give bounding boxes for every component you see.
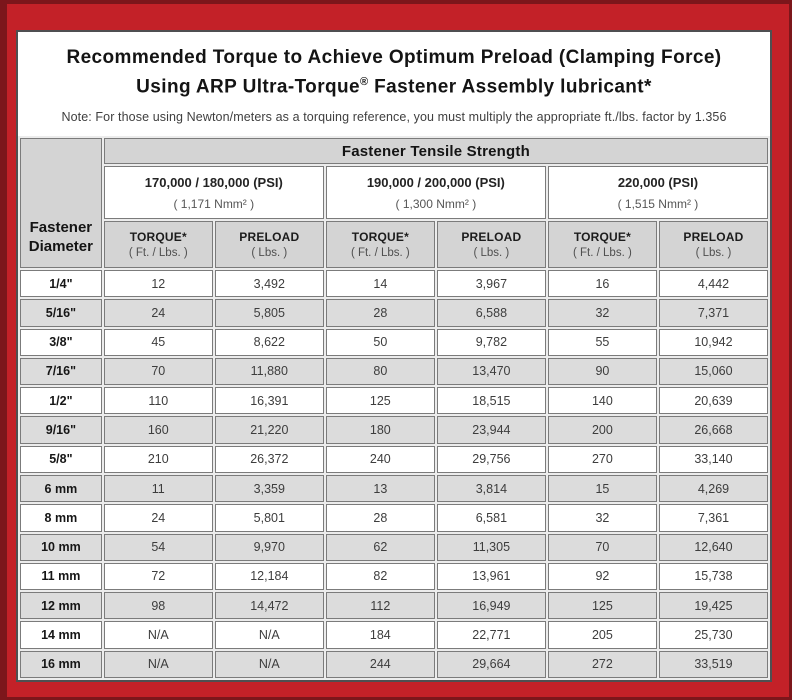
- value-cell: 7,361: [659, 504, 768, 531]
- value-cell: N/A: [215, 621, 324, 648]
- value-cell: 80: [326, 358, 435, 385]
- value-cell: 11: [104, 475, 213, 502]
- value-cell: 272: [548, 651, 657, 678]
- value-cell: 45: [104, 329, 213, 356]
- value-cell: 11,305: [437, 534, 546, 561]
- value-cell: 205: [548, 621, 657, 648]
- diameter-cell: 8 mm: [20, 504, 102, 531]
- torque-unit-label: ( Ft. / Lbs. ): [128, 247, 188, 259]
- value-cell: 6,588: [437, 299, 546, 326]
- value-cell: 3,492: [215, 270, 324, 297]
- value-cell: 11,880: [215, 358, 324, 385]
- value-cell: 32: [548, 299, 657, 326]
- value-cell: 54: [104, 534, 213, 561]
- table-row: [20, 534, 768, 561]
- value-cell: 92: [548, 563, 657, 590]
- value-cell: 12,184: [215, 563, 324, 590]
- diameter-cell: 5/8": [20, 446, 102, 473]
- preload-col-header-1: [215, 221, 324, 268]
- value-cell: 16,949: [437, 592, 546, 619]
- value-cell: 12: [104, 270, 213, 297]
- table-row: [20, 446, 768, 473]
- value-cell: 240: [326, 446, 435, 473]
- value-cell: 15,738: [659, 563, 768, 590]
- value-cell: 8,622: [215, 329, 324, 356]
- value-cell: 15,060: [659, 358, 768, 385]
- value-cell: 22,771: [437, 621, 546, 648]
- page-title-line-1: Recommended Torque to Achieve Optimum Preload (Clamping Force): [66, 47, 722, 68]
- table-row: [20, 621, 768, 648]
- torque-col-header-2: [326, 221, 435, 268]
- value-cell: 160: [104, 416, 213, 443]
- torque-unit-label: ( Ft. / Lbs. ): [350, 247, 410, 259]
- value-cell: 270: [548, 446, 657, 473]
- value-cell: 90: [548, 358, 657, 385]
- tensile-strength-header: Fastener Tensile Strength: [104, 138, 768, 164]
- value-cell: 184: [326, 621, 435, 648]
- torque-col-header-1: [104, 221, 213, 268]
- psi-label-1: 170,000 / 180,000 (PSI): [144, 174, 283, 190]
- nmm-label-2: ( 1,300 Nmm² ): [395, 196, 477, 211]
- value-cell: 28: [326, 299, 435, 326]
- value-cell: 70: [104, 358, 213, 385]
- table-row: [20, 270, 768, 297]
- value-cell: 110: [104, 387, 213, 414]
- torque-label: TORQUE*: [129, 230, 187, 244]
- value-cell: N/A: [215, 651, 324, 678]
- value-cell: 21,220: [215, 416, 324, 443]
- registered-trademark-symbol: ®: [359, 76, 369, 88]
- strength-group-3-header: [548, 166, 768, 219]
- table-row: [20, 358, 768, 385]
- table-row: [20, 387, 768, 414]
- value-cell: 180: [326, 416, 435, 443]
- diameter-cell: 9/16": [20, 416, 102, 443]
- preload-unit-label: ( Lbs. ): [251, 247, 288, 259]
- title-line2-post: Fastener Assembly lubricant*: [368, 76, 652, 98]
- value-cell: 9,782: [437, 329, 546, 356]
- preload-unit-label: ( Lbs. ): [473, 247, 510, 259]
- diameter-cell: 11 mm: [20, 563, 102, 590]
- value-cell: 15: [548, 475, 657, 502]
- value-cell: 210: [104, 446, 213, 473]
- table-row: [20, 299, 768, 326]
- value-cell: 29,756: [437, 446, 546, 473]
- value-cell: 3,814: [437, 475, 546, 502]
- value-cell: 14,472: [215, 592, 324, 619]
- value-cell: 125: [326, 387, 435, 414]
- value-cell: 5,801: [215, 504, 324, 531]
- torque-unit-label: ( Ft. / Lbs. ): [573, 247, 632, 259]
- torque-col-header-3: [548, 221, 657, 268]
- preload-col-header-3: [659, 221, 768, 268]
- diameter-cell: 1/2": [20, 387, 102, 414]
- value-cell: 29,664: [437, 651, 546, 678]
- value-cell: N/A: [104, 651, 213, 678]
- value-cell: 98: [104, 592, 213, 619]
- diameter-cell: 16 mm: [20, 651, 102, 678]
- table-body: [20, 270, 768, 678]
- nmm-label-3: ( 1,515 Nmm² ): [617, 196, 699, 211]
- psi-header-row: [20, 166, 768, 219]
- table-row: [20, 416, 768, 443]
- table-row: [20, 329, 768, 356]
- value-cell: 72: [104, 563, 213, 590]
- preload-unit-label: ( Lbs. ): [695, 247, 732, 259]
- diameter-cell: 6 mm: [20, 475, 102, 502]
- diameter-cell: 1/4": [20, 270, 102, 297]
- value-cell: 50: [326, 329, 435, 356]
- title-block: [18, 32, 770, 136]
- value-cell: 24: [104, 504, 213, 531]
- preload-label: PRELOAD: [683, 230, 744, 244]
- value-cell: 200: [548, 416, 657, 443]
- preload-label: PRELOAD: [239, 230, 300, 244]
- value-cell: 7,371: [659, 299, 768, 326]
- value-cell: 55: [548, 329, 657, 356]
- conversion-note: Note: For those using Newton/meters as a torquing reference, you must multiply the appropriate ft./lbs. factor by 1.356: [61, 110, 727, 125]
- value-cell: 28: [326, 504, 435, 531]
- diameter-cell: 5/16": [20, 299, 102, 326]
- value-cell: 25,730: [659, 621, 768, 648]
- diameter-cell: 12 mm: [20, 592, 102, 619]
- value-cell: 112: [326, 592, 435, 619]
- strength-group-2-header: [326, 166, 546, 219]
- table-row: [20, 651, 768, 678]
- torque-label: TORQUE*: [573, 230, 631, 244]
- value-cell: 5,805: [215, 299, 324, 326]
- value-cell: 70: [548, 534, 657, 561]
- value-cell: 13,961: [437, 563, 546, 590]
- value-cell: 19,425: [659, 592, 768, 619]
- value-cell: 125: [548, 592, 657, 619]
- value-cell: 14: [326, 270, 435, 297]
- value-cell: 33,519: [659, 651, 768, 678]
- title-line2-pre: Using ARP Ultra-Torque: [136, 76, 360, 98]
- value-cell: 33,140: [659, 446, 768, 473]
- page-title-line-2: [18, 70, 770, 99]
- diameter-cell: 3/8": [20, 329, 102, 356]
- value-cell: 13: [326, 475, 435, 502]
- value-cell: 26,372: [215, 446, 324, 473]
- table-row: [20, 475, 768, 502]
- value-cell: 4,269: [659, 475, 768, 502]
- preload-label: PRELOAD: [461, 230, 522, 244]
- value-cell: 10,942: [659, 329, 768, 356]
- value-cell: 140: [548, 387, 657, 414]
- table-row: [20, 504, 768, 531]
- table-row: [20, 592, 768, 619]
- value-cell: 4,442: [659, 270, 768, 297]
- value-cell: 16,391: [215, 387, 324, 414]
- value-cell: 18,515: [437, 387, 546, 414]
- value-cell: 20,639: [659, 387, 768, 414]
- table-row: [20, 563, 768, 590]
- value-cell: 24: [104, 299, 213, 326]
- value-cell: 12,640: [659, 534, 768, 561]
- value-cell: N/A: [104, 621, 213, 648]
- diameter-cell: 10 mm: [20, 534, 102, 561]
- diameter-cell: 7/16": [20, 358, 102, 385]
- torque-data-table: [18, 136, 770, 680]
- value-cell: 13,470: [437, 358, 546, 385]
- psi-label-2: 190,000 / 200,000 (PSI): [366, 174, 505, 190]
- value-cell: 6,581: [437, 504, 546, 531]
- psi-label-3: 220,000 (PSI): [617, 174, 699, 190]
- torque-label: TORQUE*: [351, 230, 409, 244]
- value-cell: 16: [548, 270, 657, 297]
- fastener-diameter-header: Fastener Diameter: [20, 138, 102, 268]
- nmm-label-1: ( 1,171 Nmm² ): [173, 196, 255, 211]
- value-cell: 23,944: [437, 416, 546, 443]
- preload-col-header-2: [437, 221, 546, 268]
- diameter-cell: 14 mm: [20, 621, 102, 648]
- value-cell: 32: [548, 504, 657, 531]
- value-cell: 26,668: [659, 416, 768, 443]
- value-cell: 244: [326, 651, 435, 678]
- value-cell: 9,970: [215, 534, 324, 561]
- value-cell: 82: [326, 563, 435, 590]
- torque-table-wrap: [18, 136, 770, 680]
- column-header-row: [20, 221, 768, 268]
- strength-group-1-header: [104, 166, 324, 219]
- value-cell: 3,359: [215, 475, 324, 502]
- value-cell: 3,967: [437, 270, 546, 297]
- spec-sheet-panel: [16, 30, 772, 682]
- value-cell: 62: [326, 534, 435, 561]
- group-header-row: [20, 138, 768, 164]
